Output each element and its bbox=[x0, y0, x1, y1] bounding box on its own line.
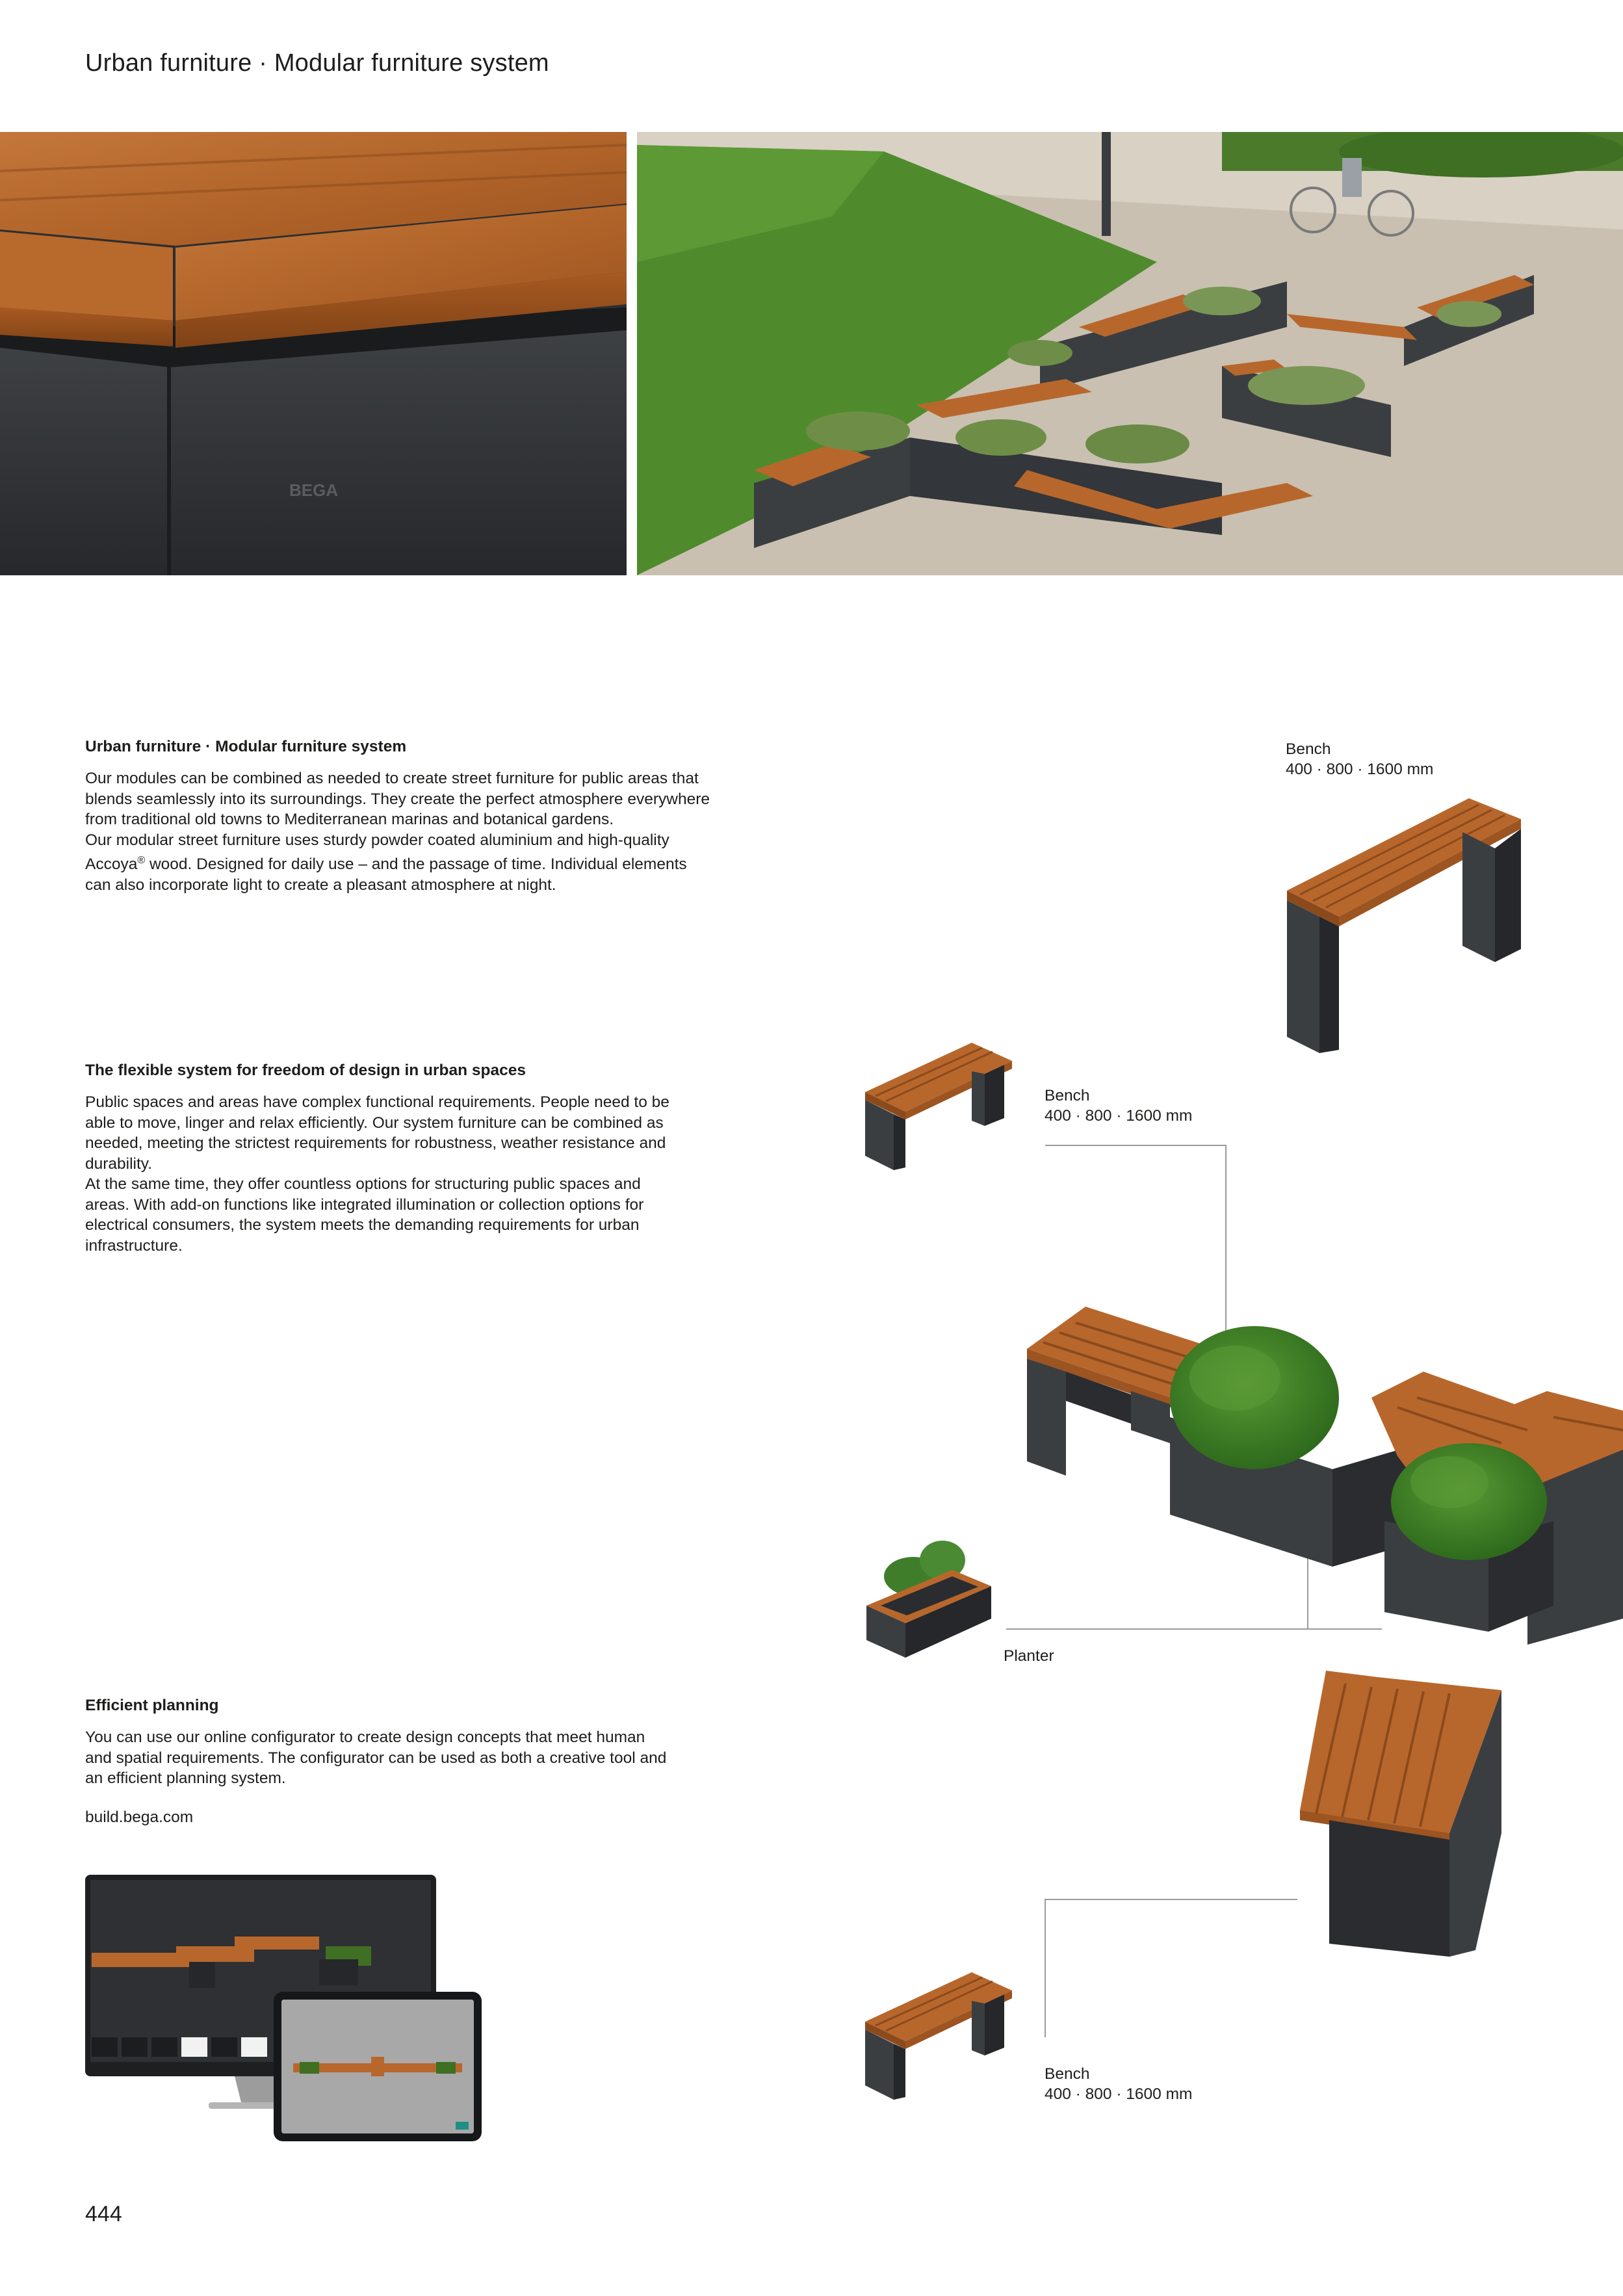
caption-bench-mid-dims: 400 · 800 · 1600 mm bbox=[1045, 1107, 1193, 1125]
caption-bench-bottom-dims: 400 · 800 · 1600 mm bbox=[1045, 2085, 1193, 2103]
caption-bench-mid-name: Bench bbox=[1045, 1087, 1090, 1104]
intro-line-5a: Accoya bbox=[85, 855, 138, 874]
caption-bench-bottom-name: Bench bbox=[1045, 2065, 1090, 2083]
configurator-link[interactable]: build.bega.com bbox=[85, 1808, 194, 1826]
flexible-line-4: durability. bbox=[85, 1155, 153, 1173]
devices-illustration bbox=[85, 1875, 482, 2141]
flexible-line-3: needed, meeting the strictest requirements for robustness, weather resistance and bbox=[85, 1134, 666, 1152]
flexible-heading: The flexible system for freedom of design in urban spaces bbox=[85, 1062, 526, 1079]
park-scene-illustration bbox=[637, 132, 1623, 575]
planning-line-2: and spatial requirements. The configurator can be used as both a creative tool and bbox=[85, 1749, 667, 1767]
flexible-line-8: infrastructure. bbox=[85, 1236, 183, 1255]
intro-line-2: blends seamlessly into its surroundings. They create the perfect atmosphere everywhere bbox=[85, 790, 710, 808]
intro-line-1: Our modules can be combined as needed to create street furniture for public areas that bbox=[85, 770, 699, 787]
caption-bench-mid bbox=[1045, 1086, 1192, 1126]
flexible-line-5: At the same time, they offer countless options for structuring public spaces and bbox=[85, 1175, 641, 1193]
caption-bench-top bbox=[1286, 739, 1433, 779]
flexible-body bbox=[85, 1092, 748, 1256]
page-header: Urban furniture · Modular furniture system bbox=[85, 49, 549, 77]
registered-mark: ® bbox=[137, 855, 146, 866]
photo-wood-detail bbox=[0, 132, 627, 575]
bench-small-illustration-2 bbox=[861, 1970, 1017, 2103]
caption-bench-bottom bbox=[1045, 2064, 1192, 2104]
intro-line-4: Our modular street furniture uses sturdy powder coated aluminium and high-quality bbox=[85, 831, 669, 849]
planning-line-1: You can use our online configurator to create design concepts that meet human bbox=[85, 1729, 645, 1746]
planning-line-3: an efficient planning system. bbox=[85, 1769, 286, 1787]
intro-heading: Urban furniture · Modular furniture system bbox=[85, 738, 407, 755]
caption-planter-name: Planter bbox=[1004, 1647, 1054, 1665]
intro-line-6: can also incorporate light to create a pleasant atmosphere at night. bbox=[85, 876, 556, 894]
page-number: 444 bbox=[85, 2202, 122, 2226]
configurator-devices bbox=[85, 1875, 482, 2141]
intro-line-3: from traditional old towns to Mediterranean marinas and botanical gardens. bbox=[85, 811, 614, 828]
intro-section bbox=[85, 737, 748, 895]
planning-section bbox=[85, 1695, 748, 1789]
planning-body bbox=[85, 1727, 748, 1789]
flexible-section bbox=[85, 1060, 748, 1256]
bench-composition-illustration bbox=[1020, 1294, 1623, 1963]
intro-line-5b: wood. Designed for daily use – and the passage of time. Individual elements bbox=[145, 855, 687, 874]
caption-planter bbox=[1004, 1646, 1054, 1666]
caption-bench-top-name: Bench bbox=[1286, 740, 1331, 758]
planning-heading: Efficient planning bbox=[85, 1697, 219, 1714]
flexible-line-1: Public spaces and areas have complex functional requirements. People need to be bbox=[85, 1093, 669, 1111]
bench-tall-illustration bbox=[1280, 793, 1527, 1053]
bench-small-illustration-1 bbox=[861, 1040, 1017, 1173]
intro-body bbox=[85, 768, 748, 895]
flexible-line-6: areas. With add-on functions like integrated illumination or collection options for bbox=[85, 1195, 644, 1214]
wood-detail-illustration bbox=[0, 132, 627, 575]
bega-logo: BEGA bbox=[289, 480, 339, 500]
flexible-line-2: able to move, linger and relax efficiently. Our system furniture can be combined as bbox=[85, 1114, 664, 1132]
flexible-line-7: electrical consumers, the system meets the demanding requirements for urban bbox=[85, 1216, 640, 1234]
photo-park-scene bbox=[637, 132, 1623, 575]
caption-bench-top-dims: 400 · 800 · 1600 mm bbox=[1286, 761, 1434, 778]
planter-illustration bbox=[861, 1531, 998, 1661]
